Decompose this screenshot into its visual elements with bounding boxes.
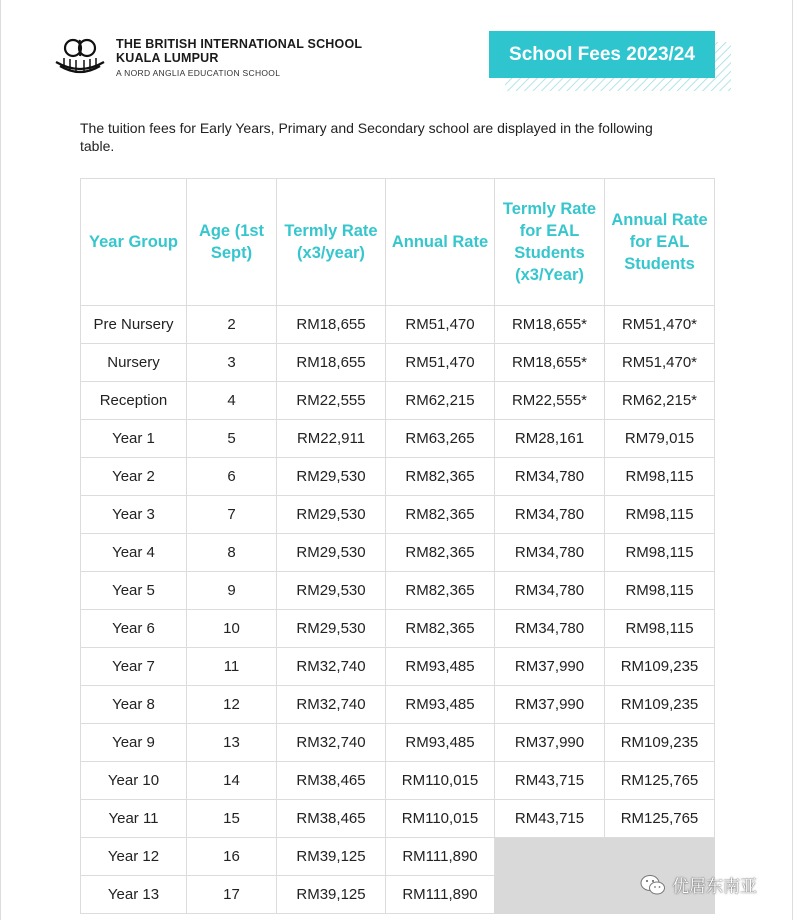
cell-annual-eal-rate: RM98,115: [605, 610, 715, 648]
table-row: [81, 838, 715, 876]
intro-text: The tuition fees for Early Years, Primary and Secondary school are displayed in the following table.: [80, 120, 653, 154]
cell-annual-rate: RM111,890: [386, 876, 495, 914]
page-title: School Fees 2023/24: [489, 31, 715, 78]
cell-annual-rate: RM111,890: [386, 838, 495, 876]
cell-annual-rate: RM63,265: [386, 420, 495, 458]
cell-termly-rate: RM18,655: [277, 344, 386, 382]
cell-annual-eal-rate: RM62,215*: [605, 382, 715, 420]
cell-termly-rate: RM18,655: [277, 306, 386, 344]
cell-age: 9: [187, 572, 277, 610]
header-termly-eal-rate: Termly Rate for EAL Students (x3/Year): [495, 179, 605, 306]
table-row: [81, 762, 715, 800]
cell-annual-rate: RM110,015: [386, 762, 495, 800]
cell-termly-eal-rate: RM37,990: [495, 686, 605, 724]
header-age: Age (1st Sept): [187, 179, 277, 306]
header-annual-eal-rate: Annual Rate for EAL Students: [605, 179, 715, 306]
cell-termly-rate: RM29,530: [277, 610, 386, 648]
cell-age: 12: [187, 686, 277, 724]
cell-year-group: Year 6: [81, 610, 187, 648]
school-name-line1: THE BRITISH INTERNATIONAL SCHOOL: [116, 37, 363, 51]
cell-annual-rate: RM93,485: [386, 648, 495, 686]
cell-year-group: Year 2: [81, 458, 187, 496]
cell-termly-rate: RM39,125: [277, 838, 386, 876]
cell-year-group: Year 12: [81, 838, 187, 876]
cell-termly-rate: RM22,911: [277, 420, 386, 458]
table-row: [81, 534, 715, 572]
cell-age: 8: [187, 534, 277, 572]
table-row: [81, 496, 715, 534]
cell-annual-rate: RM110,015: [386, 800, 495, 838]
cell-age: 3: [187, 344, 277, 382]
cell-age: 6: [187, 458, 277, 496]
cell-termly-eal-rate: RM37,990: [495, 724, 605, 762]
cell-termly-rate: RM29,530: [277, 572, 386, 610]
cell-termly-eal-rate: RM18,655*: [495, 344, 605, 382]
cell-year-group: Year 4: [81, 534, 187, 572]
table-header-row: [81, 179, 715, 306]
header-annual-rate: Annual Rate: [386, 179, 495, 306]
cell-year-group: Nursery: [81, 344, 187, 382]
table-row: [81, 724, 715, 762]
table-row: [81, 382, 715, 420]
fees-table: [80, 178, 715, 914]
cell-age: 13: [187, 724, 277, 762]
cell-annual-eal-rate: RM98,115: [605, 572, 715, 610]
cell-termly-eal-rate: RM34,780: [495, 534, 605, 572]
cell-annual-rate: RM82,365: [386, 458, 495, 496]
table-row: [81, 648, 715, 686]
cell-annual-rate: RM51,470: [386, 306, 495, 344]
cell-annual-eal-rate: RM109,235: [605, 648, 715, 686]
table-row: [81, 800, 715, 838]
cell-termly-rate: RM22,555: [277, 382, 386, 420]
cell-termly-rate: RM38,465: [277, 800, 386, 838]
school-name-line2: KUALA LUMPUR: [116, 51, 219, 65]
cell-annual-rate: RM51,470: [386, 344, 495, 382]
cell-termly-eal-rate: RM37,990: [495, 648, 605, 686]
table-row: [81, 458, 715, 496]
cell-age: 4: [187, 382, 277, 420]
cell-termly-eal-rate: RM34,780: [495, 496, 605, 534]
wechat-icon: [640, 874, 666, 896]
cell-annual-eal-rate: RM51,470*: [605, 344, 715, 382]
cell-age: 10: [187, 610, 277, 648]
cell-year-group: Year 5: [81, 572, 187, 610]
cell-termly-eal-rate: RM34,780: [495, 610, 605, 648]
cell-annual-eal-rate: RM51,470*: [605, 306, 715, 344]
cell-annual-rate: RM82,365: [386, 534, 495, 572]
table-row: [81, 610, 715, 648]
cell-year-group: Year 11: [81, 800, 187, 838]
cell-age: 2: [187, 306, 277, 344]
cell-termly-eal-rate: RM43,715: [495, 800, 605, 838]
table-row: [81, 686, 715, 724]
cell-annual-rate: RM62,215: [386, 382, 495, 420]
cell-annual-rate: RM82,365: [386, 572, 495, 610]
cell-termly-eal-rate: RM34,780: [495, 572, 605, 610]
watermark-text: 优居东南亚: [672, 877, 757, 896]
table-row: [81, 420, 715, 458]
cell-termly-rate: RM32,740: [277, 686, 386, 724]
header-termly-rate: Termly Rate (x3/year): [277, 179, 386, 306]
cell-termly-rate: RM38,465: [277, 762, 386, 800]
cell-termly-rate: RM32,740: [277, 724, 386, 762]
cell-annual-eal-rate: RM125,765: [605, 762, 715, 800]
cell-termly-eal-rate: RM22,555*: [495, 382, 605, 420]
cell-year-group: Year 9: [81, 724, 187, 762]
cell-year-group: Pre Nursery: [81, 306, 187, 344]
table-row: [81, 344, 715, 382]
cell-annual-rate: RM82,365: [386, 610, 495, 648]
cell-annual-eal-rate: RM125,765: [605, 800, 715, 838]
cell-year-group: Year 13: [81, 876, 187, 914]
school-subtitle: A NORD ANGLIA EDUCATION SCHOOL: [116, 68, 281, 78]
school-name-block: [116, 37, 362, 78]
cell-age: 15: [187, 800, 277, 838]
cell-year-group: Reception: [81, 382, 187, 420]
table-row: [81, 306, 715, 344]
cell-age: 14: [187, 762, 277, 800]
cell-termly-rate: RM29,530: [277, 458, 386, 496]
cell-termly-rate: RM39,125: [277, 876, 386, 914]
cell-annual-eal-rate: RM79,015: [605, 420, 715, 458]
table-row: [81, 572, 715, 610]
cell-termly-eal-rate: RM43,715: [495, 762, 605, 800]
cell-age: 11: [187, 648, 277, 686]
cell-annual-rate: RM93,485: [386, 686, 495, 724]
cell-termly-eal-rate: RM18,655*: [495, 306, 605, 344]
cell-annual-eal-rate: RM98,115: [605, 496, 715, 534]
cell-annual-eal-rate: RM98,115: [605, 534, 715, 572]
cell-age: 7: [187, 496, 277, 534]
cell-annual-rate: RM93,485: [386, 724, 495, 762]
cell-annual-rate: RM82,365: [386, 496, 495, 534]
cell-year-group: Year 3: [81, 496, 187, 534]
cell-termly-eal-rate: RM34,780: [495, 458, 605, 496]
cell-year-group: Year 10: [81, 762, 187, 800]
cell-age: 17: [187, 876, 277, 914]
cell-age: 5: [187, 420, 277, 458]
cell-termly-eal-rate: RM28,161: [495, 420, 605, 458]
header-year-group: Year Group: [81, 179, 187, 306]
cell-year-group: Year 7: [81, 648, 187, 686]
cell-annual-eal-rate: RM98,115: [605, 458, 715, 496]
cell-termly-rate: RM32,740: [277, 648, 386, 686]
cell-year-group: Year 1: [81, 420, 187, 458]
cell-age: 16: [187, 838, 277, 876]
cell-termly-rate: RM29,530: [277, 496, 386, 534]
cell-annual-eal-rate: RM109,235: [605, 686, 715, 724]
cell-annual-eal-rate: RM109,235: [605, 724, 715, 762]
watermark: [640, 872, 757, 897]
cell-termly-rate: RM29,530: [277, 534, 386, 572]
cell-year-group: Year 8: [81, 686, 187, 724]
school-crest-logo: [52, 36, 108, 76]
